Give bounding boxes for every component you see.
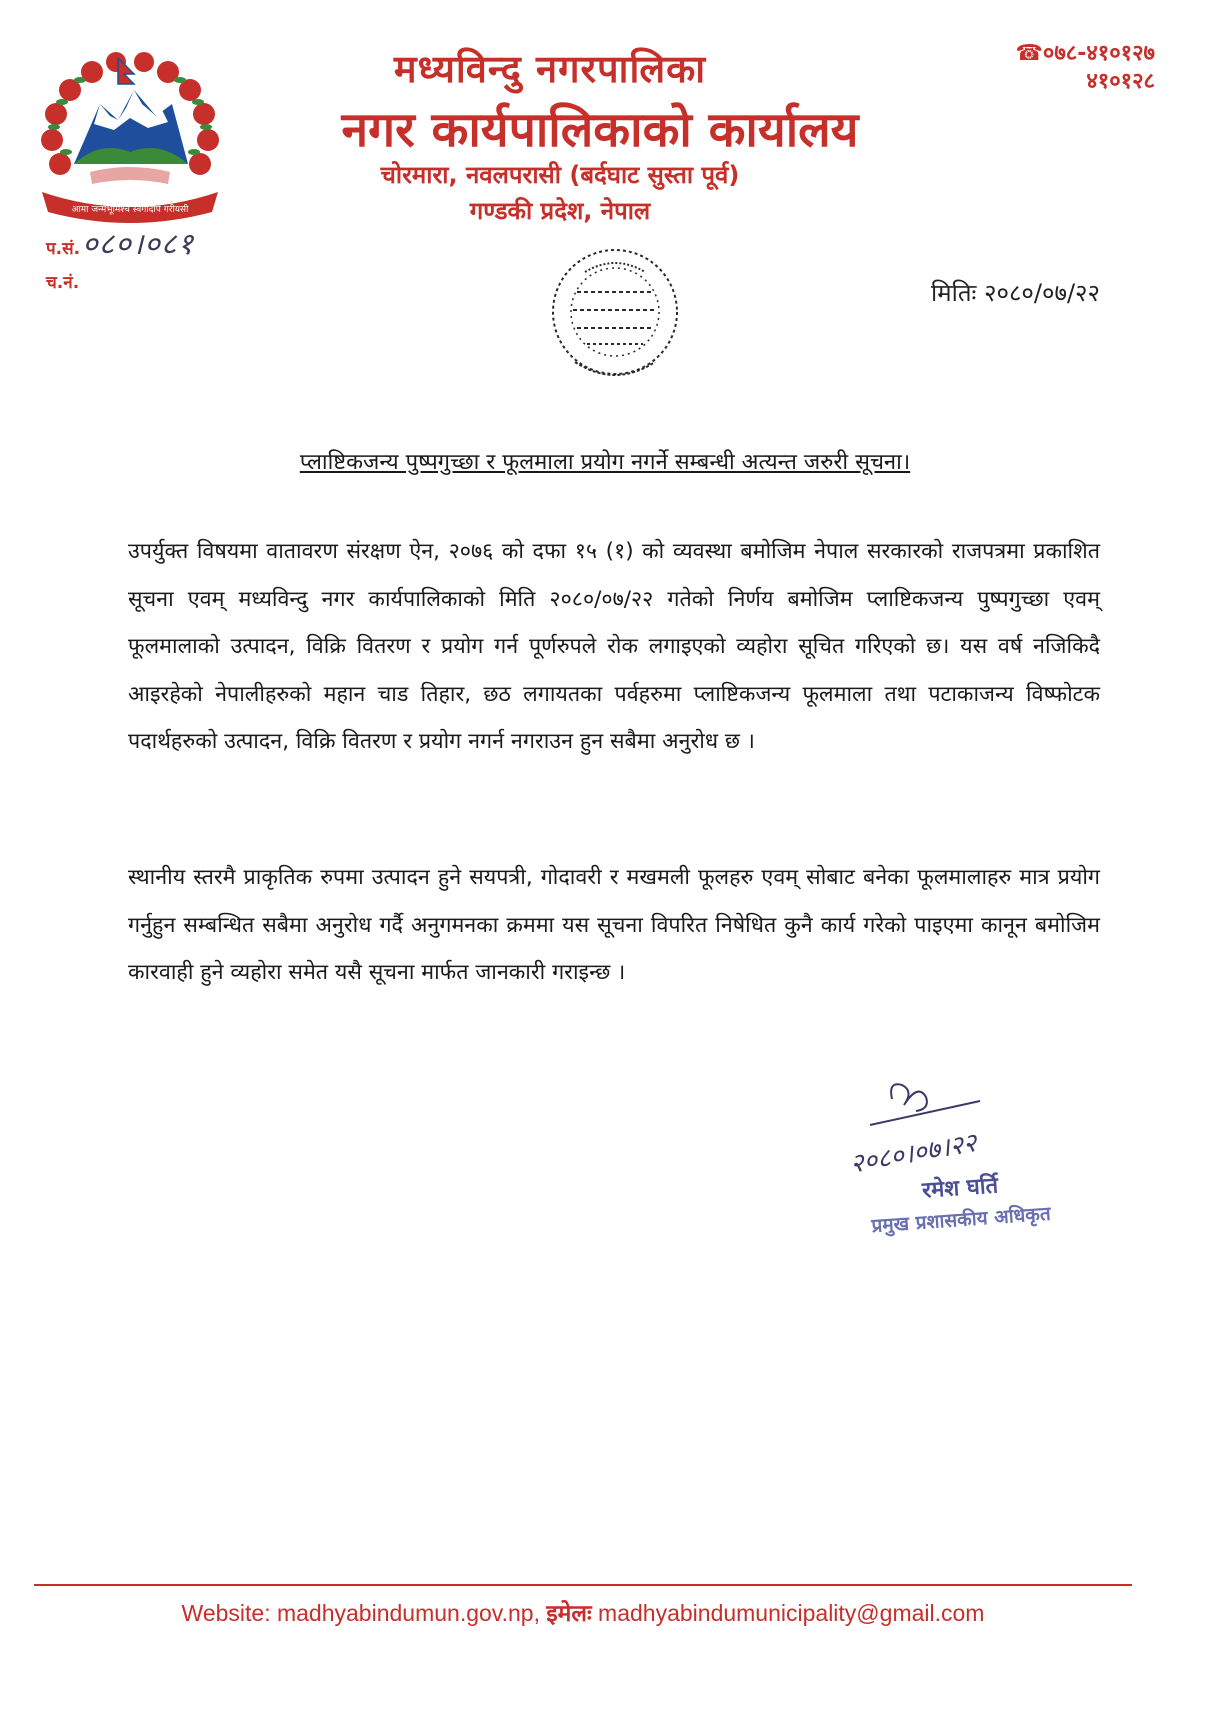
letter-date <box>860 276 1100 309</box>
telephone-icon: ☎ <box>1015 41 1043 66</box>
nepal-emblem-icon <box>30 44 230 229</box>
email-label: इमेलः <box>546 1601 592 1627</box>
office-address: चोरमारा, नवलपरासी (बर्दघाट सुस्ता पूर्व) <box>380 161 740 189</box>
ref-ps-row <box>46 222 194 263</box>
signature-date: २०८०।०७।२२ <box>847 1127 980 1180</box>
signatory-title: प्रमुख प्रशासकीय अधिकृत <box>870 1202 1052 1238</box>
date-label: मितिः <box>931 279 977 307</box>
ref-ps-label: प.सं. <box>46 239 81 259</box>
emblem-banner-text: आमा जन्मभूमिश्च स्वर्गादपि गरीयसी <box>71 205 189 215</box>
municipality-name: मध्यविन्दु नगरपालिका <box>393 47 707 91</box>
website-link[interactable]: madhyabindumun.gov.np <box>276 1600 534 1626</box>
office-stamp <box>515 232 715 412</box>
signatory-name: रमेश घर्ति <box>921 1173 999 1204</box>
footer-contact <box>34 1596 1132 1628</box>
phone-number-1: ०७८-४१०१२७ <box>1042 41 1155 66</box>
phone-number-2: ४१०१२८ <box>1086 69 1155 94</box>
website-label: Website: <box>181 1600 277 1626</box>
footer-divider <box>34 1584 1132 1586</box>
notice-subject: प्लाष्टिकजन्य पुष्पगुच्छा र फूलमाला प्रयोग नगर्ने सम्बन्धी अत्यन्त जरुरी सूचना। <box>299 450 911 475</box>
date-value: २०८०/०७/२२ <box>983 279 1100 307</box>
office-province: गण्डकी प्रदेश, नेपाल <box>469 197 651 225</box>
email-link[interactable]: madhyabindumunicipality@gmail.com <box>591 1600 985 1626</box>
ref-cn-row <box>46 270 79 293</box>
phone-block <box>955 40 1155 96</box>
ref-ps-value: ०८०।०८१ <box>82 227 195 262</box>
footer-separator: , <box>533 1600 547 1626</box>
body-paragraph-1: उपर्युक्त विषयमा वातावरण संरक्षण ऐन, २०७६ को दफा १५ (१) को व्यवस्था बमोजिम नेपाल सरकारको राजपत्रमा प्रकाशित सूचना एवम् मध्यविन्दु नगर कार्यपालिकाको मिति २०८०/०७/२२ गतेको निर्णय बमोजिम प्लाष्टिकजन्य पुष्पगुच्छा एवम् फूलमालाको उत्पादन, विक्रि वितरण र प्रयोग गर्न पूर्णरुपले रोक लगाइएको व्यहोरा सूचित गरिएको छ। यस वर्ष नजिकिदै आइरहेको नेपालीहरुको महान चाड तिहार, छठ लगायतका पर्वहरुमा प्लाष्टिकजन्य फूलमाला तथा पटाकाजन्य विष्फोटक पदार्थहरुको उत्पादन, विक्रि वितरण र प्रयोग नगर्न नगराउन हुन सबैमा अनुरोध छ । <box>128 539 1100 754</box>
office-name: नगर कार्यपालिकाको कार्यालय <box>341 102 859 158</box>
body-paragraph-2: स्थानीय स्तरमै प्राकृतिक रुपमा उत्पादन हुने सयपत्री, गोदावरी र मखमली फूलहरु एवम् सोबाट बनेका फूलमालाहरु मात्र प्रयोग गर्नुहुन सम्बन्धित सबैमा अनुरोध गर्दै अनुगमनका क्रममा यस सूचना विपरित निषेधित कुनै कार्य गरेको पाइएमा कानून बमोजिम कारवाही हुने व्यहोरा समेत यसै सूचना मार्फत जानकारी गराइन्छ । <box>128 865 1100 985</box>
ref-cn-label: च.नं. <box>46 273 80 293</box>
